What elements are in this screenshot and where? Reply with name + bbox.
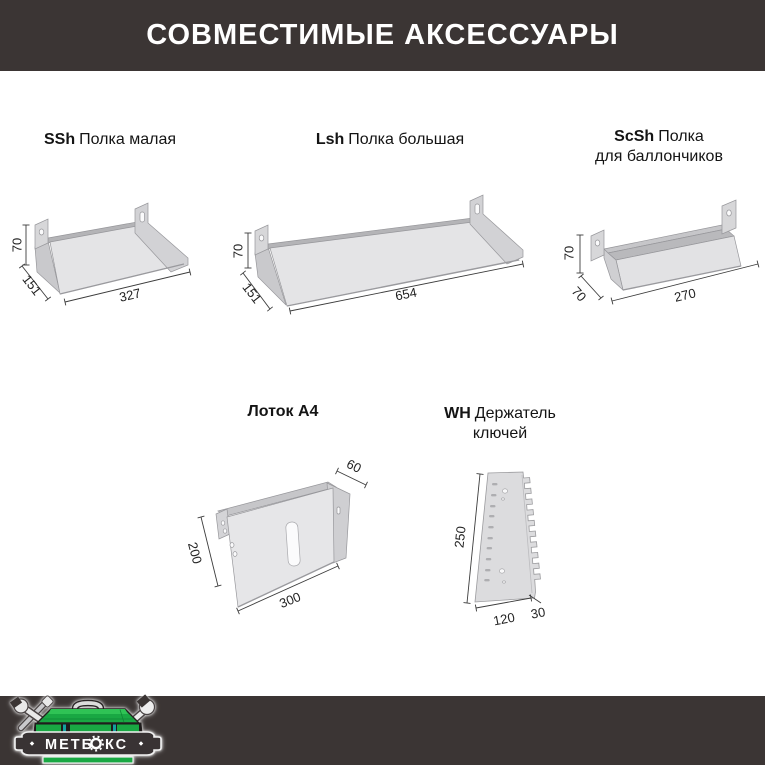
brand-text-right: КС: [105, 737, 129, 753]
scsh-height-dim: 70: [561, 245, 577, 261]
lsh-depth-dim: 151: [239, 279, 265, 307]
lsh-width-dim: 654: [393, 284, 419, 304]
tray-width-dim: 300: [277, 588, 303, 612]
wh-height-dim: 250: [451, 525, 469, 549]
logo-base-bar: [43, 757, 133, 763]
product-name-line2: ключей: [472, 425, 528, 442]
product-code: Лоток А4: [247, 403, 319, 420]
wh-width-dim: 120: [491, 609, 517, 629]
toolbox-icon: [34, 703, 142, 733]
product-code: Lsh: [315, 131, 345, 148]
brand-logo-graphic: [5, 695, 170, 765]
brand-plaque: [15, 732, 161, 755]
product-name: Держатель: [474, 405, 556, 422]
product-code: SSh: [44, 131, 76, 148]
product-name: Полка большая: [348, 131, 465, 148]
product-title: [10, 129, 210, 150]
product-figure-lsh: [230, 125, 550, 330]
product-figure-ssh: [10, 125, 210, 325]
page-title: СОВМЕСТИМЫЕ АКСЕССУАРЫ: [146, 19, 619, 51]
product-code: WH: [444, 405, 471, 422]
ssh-height-dim: 70: [9, 237, 25, 253]
scsh-depth-dim: 70: [568, 283, 590, 305]
product-name-line2: для баллончиков: [595, 148, 723, 165]
ssh-depth-dim: 151: [19, 271, 45, 299]
tray-depth-dim: 60: [344, 456, 364, 476]
product-name: Полка малая: [79, 131, 176, 148]
lsh-height-dim: 70: [230, 243, 246, 259]
ssh-width-dim: 327: [117, 285, 143, 305]
product-figure-tray-a4: [170, 395, 400, 635]
product-figure-wh: [420, 395, 600, 640]
product-title: [420, 403, 580, 444]
product-title: [555, 126, 763, 167]
lsh-shelf-illustration: [230, 125, 550, 330]
product-name: Полка: [658, 128, 704, 145]
brand-logo: [5, 695, 170, 765]
header-bar: [0, 0, 765, 71]
ssh-shelf-illustration: [10, 125, 210, 325]
product-title: [170, 401, 400, 422]
brand-text-left: МЕТБ: [45, 737, 95, 753]
product-title: [230, 129, 550, 150]
tray-height-dim: 200: [184, 540, 206, 566]
product-figure-scsh: [555, 118, 763, 323]
product-code: ScSh: [614, 128, 655, 145]
wh-depth-dim: 30: [529, 604, 547, 622]
scsh-width-dim: 270: [672, 285, 698, 305]
